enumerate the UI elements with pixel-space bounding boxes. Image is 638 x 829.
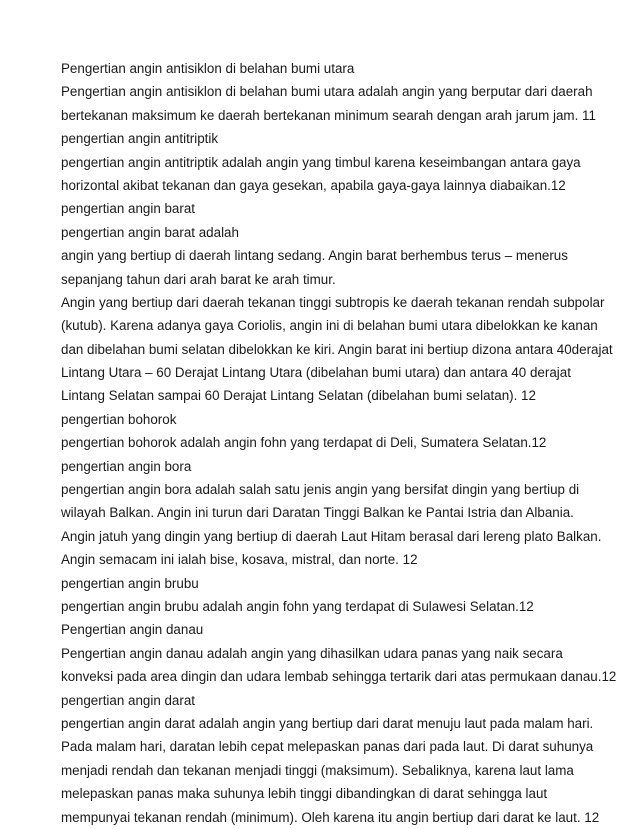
text-line: pengertian bohorok [61,411,177,427]
text-line: pengertian angin darat [61,692,196,708]
text-line: pengertian angin darat adalah angin yang bertiup dari darat menuju laut pada malam hari. [61,715,594,731]
text-line: Angin yang bertiup dari daerah tekanan tinggi subtropis ke daerah tekanan rendah subpolar [61,294,605,310]
text-line: Pengertian angin antisiklon di belahan bumi utara adalah angin yang berputar dari daerah [61,84,593,100]
text-line: konveksi pada area dingin dan udara lembab sehingga tertarik dari atas permukaan danau.12 [61,669,617,685]
text-line: wilayah Balkan. Angin ini turun dari Daratan Tinggi Balkan ke Pantai Istria dan Albania. [61,505,574,521]
text-line: pengertian angin brubu [61,575,199,591]
text-line: pengertian angin antitriptik adalah angin yang timbul karena keseimbangan antara gaya [61,154,581,170]
text-line: pengertian angin barat [61,201,196,217]
text-line: pengertian angin brubu adalah angin fohn yang terdapat di Sulawesi Selatan.12 [61,598,534,614]
text-line: mempunyai tekanan rendah (minimum). Oleh karena itu angin bertiup dari darat ke laut. 12 [61,809,600,825]
text-line: Pengertian angin danau [61,622,204,638]
text-line: Lintang Utara – 60 Derajat Lintang Utara (dibelahan bumi utara) dan antara 40 derajat [61,365,571,381]
text-line: horizontal akibat tekanan dan gaya gesekan, apabila gaya-gaya lainnya diabaikan.12 [61,177,566,193]
text-line: pengertian angin bora [61,458,192,474]
text-line: pengertian angin antitriptik [61,131,219,147]
text-line: Pengertian angin antisiklon di belahan bumi utara [61,61,355,76]
text-line: Pengertian angin danau adalah angin yang dihasilkan udara panas yang naik secara [61,645,563,661]
text-line: menjadi rendah dan tekanan menjadi tinggi (maksimum). Sebaliknya, karena laut lama [61,762,574,778]
text-line: Lintang Selatan sampai 60 Derajat Lintang Selatan (dibelahan bumi selatan). 12 [61,388,536,404]
text-line: pengertian angin bora adalah salah satu jenis angin yang bersifat dingin yang bertiup di [61,482,580,498]
text-line: bertekanan maksimum ke daerah bertekanan minimum searah dengan arah jarum jam. 11 [61,107,596,123]
text-line: melepaskan panas maka suhunya lebih tinggi dibandingkan di darat sehingga laut [61,786,548,802]
text-line: angin yang bertiup di daerah lintang sedang. Angin barat berhembus terus – menerus [61,248,568,264]
document-page [61,57,621,829]
text-line: pengertian angin barat adalah [61,224,239,240]
text-line: Pada malam hari, daratan lebih cepat melepaskan panas dari pada laut. Di darat suhunya [61,739,594,755]
text-line: (kutub). Karena adanya gaya Coriolis, angin ini di belahan bumi utara dibelokkan ke kanan [61,318,598,334]
text-line: sepanjang tahun dari arah barat ke arah timur. [61,271,336,287]
text-line: Angin jatuh yang dingin yang bertiup di daerah Laut Hitam berasal dari lereng plato Balkan. [61,528,602,544]
text-line: pengertian bohorok adalah angin fohn yang terdapat di Deli, Sumatera Selatan.12 [61,435,547,451]
text-line: dan dibelahan bumi selatan dibelokkan ke kiri. Angin barat ini bertiup dizona antara 40derajat [61,341,613,357]
text-line: Angin semacam ini ialah bise, kosava, mistral, dan norte. 12 [61,552,418,568]
